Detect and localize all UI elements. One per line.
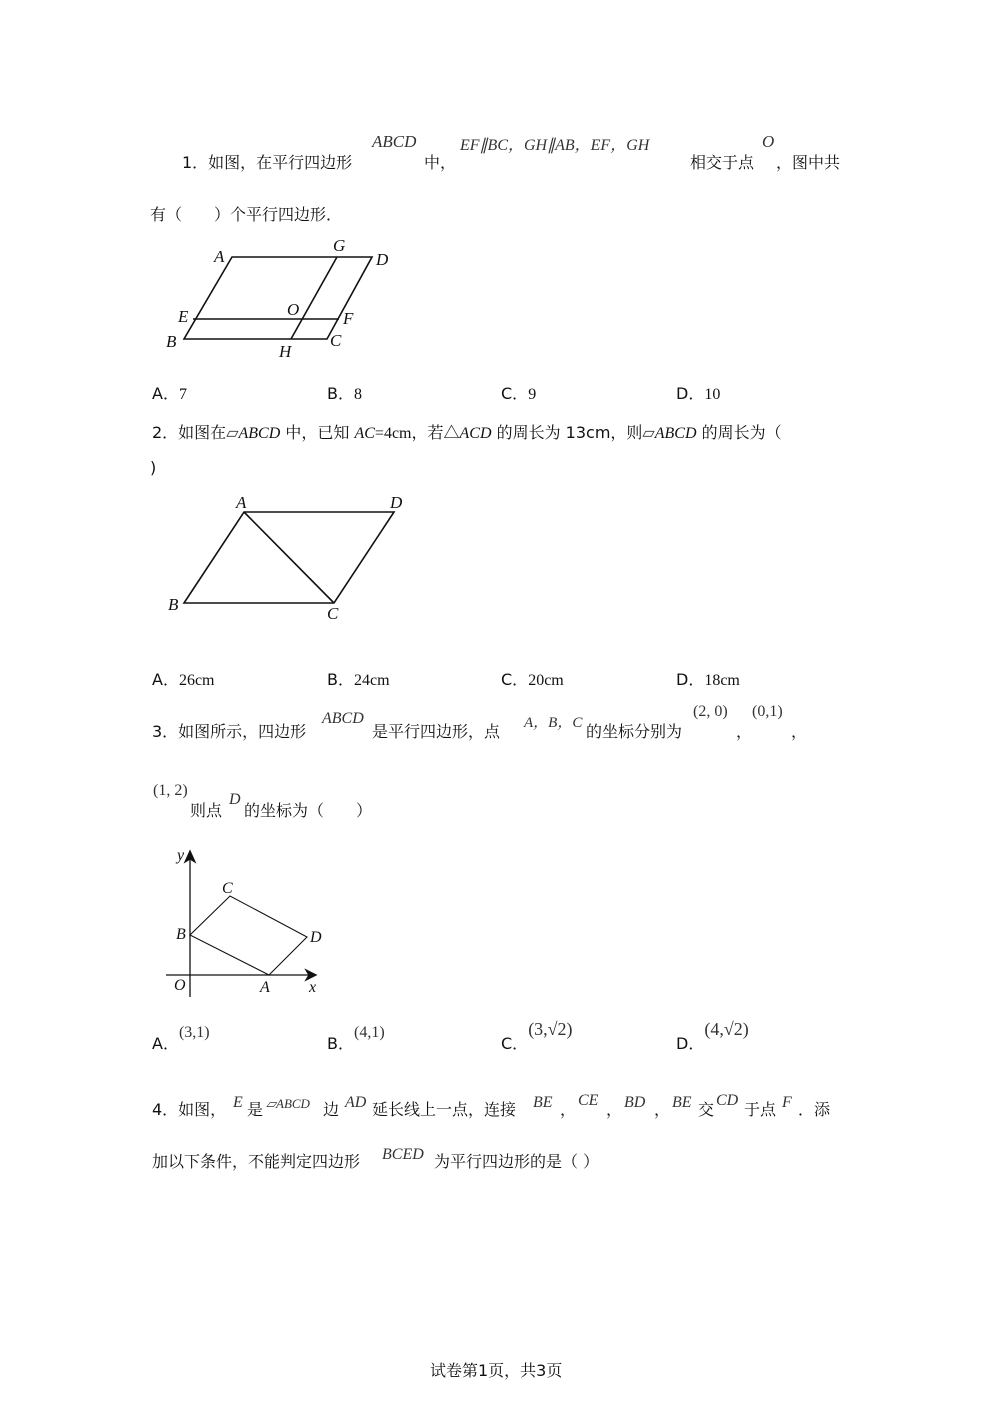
q3-option-a-text: (3,1) (178, 1024, 210, 1041)
q2-option-a[interactable] (152, 667, 215, 690)
q2-text-1: 2．如图在 (152, 423, 227, 442)
q3-option-d-text: (4,√2) (704, 1019, 749, 1039)
q2-label-a: A (236, 493, 247, 512)
q1-option-a-letter: A． (152, 384, 179, 403)
q2-diagonal-ac (244, 512, 334, 603)
q3-text-1: 3．如图所示，四边形 (152, 722, 307, 741)
q3-comma-2: ， (791, 722, 808, 741)
q2-stem (152, 420, 782, 443)
q3-coord-b: (0,1) (752, 703, 783, 720)
q3-option-a-letter: A． (152, 1034, 179, 1053)
q4-comma-2: ， (606, 1100, 623, 1119)
q1-point-o: O (762, 132, 775, 151)
q4-point-e: E (233, 1094, 243, 1111)
q2-option-b[interactable] (327, 667, 390, 690)
q2-text-2: 中，已知 (280, 423, 355, 442)
q4-text-5: 交 (698, 1100, 715, 1119)
q2-ac: AC (354, 425, 375, 442)
q3-coord-a: (2, 0) (693, 703, 728, 720)
q3-option-d-letter: D． (676, 1034, 705, 1053)
q1-xiangjiao: 相交于点 (690, 153, 755, 172)
q1-zhong: 中， (424, 153, 457, 172)
q1-stem-tail: ，图中共 (776, 153, 841, 172)
q2-label-c: C (327, 604, 339, 623)
q4-text-3: 边 (323, 1100, 340, 1119)
q4-ad: AD (345, 1094, 367, 1111)
q1-option-d[interactable] (676, 381, 720, 404)
q4-parallelogram-abcd: ▱ABCD (266, 1096, 310, 1111)
q3-text-4: 则点 (190, 801, 223, 820)
q3-label-c: C (222, 880, 233, 897)
q3-text-5: 的坐标为（ ） (244, 801, 373, 820)
q2-option-d[interactable] (676, 667, 740, 690)
q4-comma-3: ， (654, 1100, 671, 1119)
q1-option-a[interactable] (152, 381, 187, 404)
q2-label-b: B (168, 595, 179, 614)
q3-option-b-letter: B． (327, 1034, 354, 1053)
q3-option-c-text: (3,√2) (528, 1019, 573, 1039)
q3-option-d[interactable] (676, 1019, 749, 1054)
q1-option-b-text: 8 (353, 386, 362, 403)
q1-stem-start: 1．如图，在平行四边形 (182, 153, 353, 172)
q1-abcd: ABCD (372, 132, 417, 151)
q1-option-d-letter: D． (676, 384, 705, 403)
q4-text-1: 4．如图， (152, 1100, 227, 1119)
q4-comma-1: ， (560, 1100, 577, 1119)
q1-label-c: C (330, 331, 342, 350)
q1-condition: EF∥BC，GH∥AB，EF，GH (460, 137, 650, 154)
q1-label-d: D (376, 250, 389, 269)
q1-line-gh (291, 257, 337, 339)
q2-acd: ACD (459, 425, 492, 442)
q2-text-5: 的周长为（ (696, 423, 782, 442)
q3-option-c-letter: C． (501, 1034, 529, 1053)
q1-option-a-text: 7 (178, 386, 187, 403)
q1-option-b[interactable] (327, 381, 362, 404)
q3-comma-1: ， (736, 722, 753, 741)
q1-label-a: A (214, 247, 225, 266)
q4-text-2: 是 (247, 1100, 264, 1119)
q4-be-2: BE (672, 1094, 692, 1111)
q4-text-7: ．添 (798, 1100, 831, 1119)
q3-parallelogram (190, 896, 307, 975)
q2-option-c-text: 20cm (528, 672, 564, 689)
q2-option-b-letter: B． (327, 670, 354, 689)
q1-stem-line2: 有（ ）个平行四边形． (150, 205, 343, 224)
q3-option-a[interactable] (152, 1024, 210, 1054)
q4-be: BE (533, 1094, 553, 1111)
q2-option-b-text: 24cm (353, 672, 390, 689)
q2-para-symbol: ▱ (226, 425, 239, 442)
q4-text-6: 于点 (744, 1100, 777, 1119)
q1-option-c-letter: C． (501, 384, 529, 403)
q4-point-f: F (782, 1094, 792, 1111)
q4-line2-start: 加以下条件，不能判定四边形 (152, 1152, 361, 1171)
q1-label-e: E (178, 307, 189, 326)
q1-option-c-text: 9 (528, 386, 537, 403)
q3-points: A，B，C (524, 715, 583, 731)
q2-label-d: D (390, 493, 403, 512)
q2-text-3: =4cm，若△ (374, 425, 460, 442)
q3-label-x: x (309, 979, 317, 996)
q3-option-b[interactable] (327, 1024, 385, 1054)
q4-text-4: 延长线上一点，连接 (372, 1100, 517, 1119)
q3-option-b-text: (4,1) (353, 1024, 385, 1041)
q2-option-c[interactable] (501, 667, 564, 690)
q1-option-d-text: 10 (704, 386, 721, 403)
q1-label-f: F (343, 309, 354, 328)
q3-label-b: B (176, 926, 186, 943)
q3-label-a: A (260, 979, 270, 996)
q3-label-y: y (177, 847, 185, 864)
q1-option-b-letter: B． (327, 384, 354, 403)
q4-bced: BCED (382, 1146, 424, 1163)
q3-point-d: D (229, 791, 241, 808)
page-footer: 试卷第1页，共3页 (430, 1361, 563, 1380)
q1-label-b: B (166, 332, 177, 351)
q4-ce: CE (578, 1092, 599, 1109)
q2-text-4: 的周长为 13cm，则 (491, 423, 643, 442)
q3-coord-c: (1, 2) (153, 782, 188, 799)
q3-text-2: 是平行四边形，点 (372, 722, 501, 741)
q4-cd: CD (716, 1092, 739, 1109)
q1-option-c[interactable] (501, 381, 536, 404)
q3-option-c[interactable] (501, 1019, 573, 1054)
q2-option-c-letter: C． (501, 670, 529, 689)
q2-option-d-text: 18cm (704, 672, 740, 689)
q3-text-3: 的坐标分别为 (586, 722, 683, 741)
q1-label-o: O (287, 300, 300, 319)
q3-label-d: D (310, 929, 322, 946)
q1-label-h: H (279, 342, 292, 361)
q2-option-a-text: 26cm (178, 672, 215, 689)
q1-label-g: G (333, 236, 346, 255)
q3-label-o: O (174, 977, 186, 994)
q2-para-symbol-2: ▱ (642, 425, 655, 442)
q2-stem-line2: ) (150, 458, 157, 477)
q3-abcd: ABCD (322, 710, 364, 727)
q2-option-d-letter: D． (676, 670, 705, 689)
q4-bd: BD (624, 1094, 646, 1111)
q2-option-a-letter: A． (152, 670, 179, 689)
q2-abcd-2: ABCD (654, 425, 697, 442)
q4-line2-end: 为平行四边形的是（ ） (434, 1152, 600, 1171)
q2-abcd: ABCD (238, 425, 281, 442)
